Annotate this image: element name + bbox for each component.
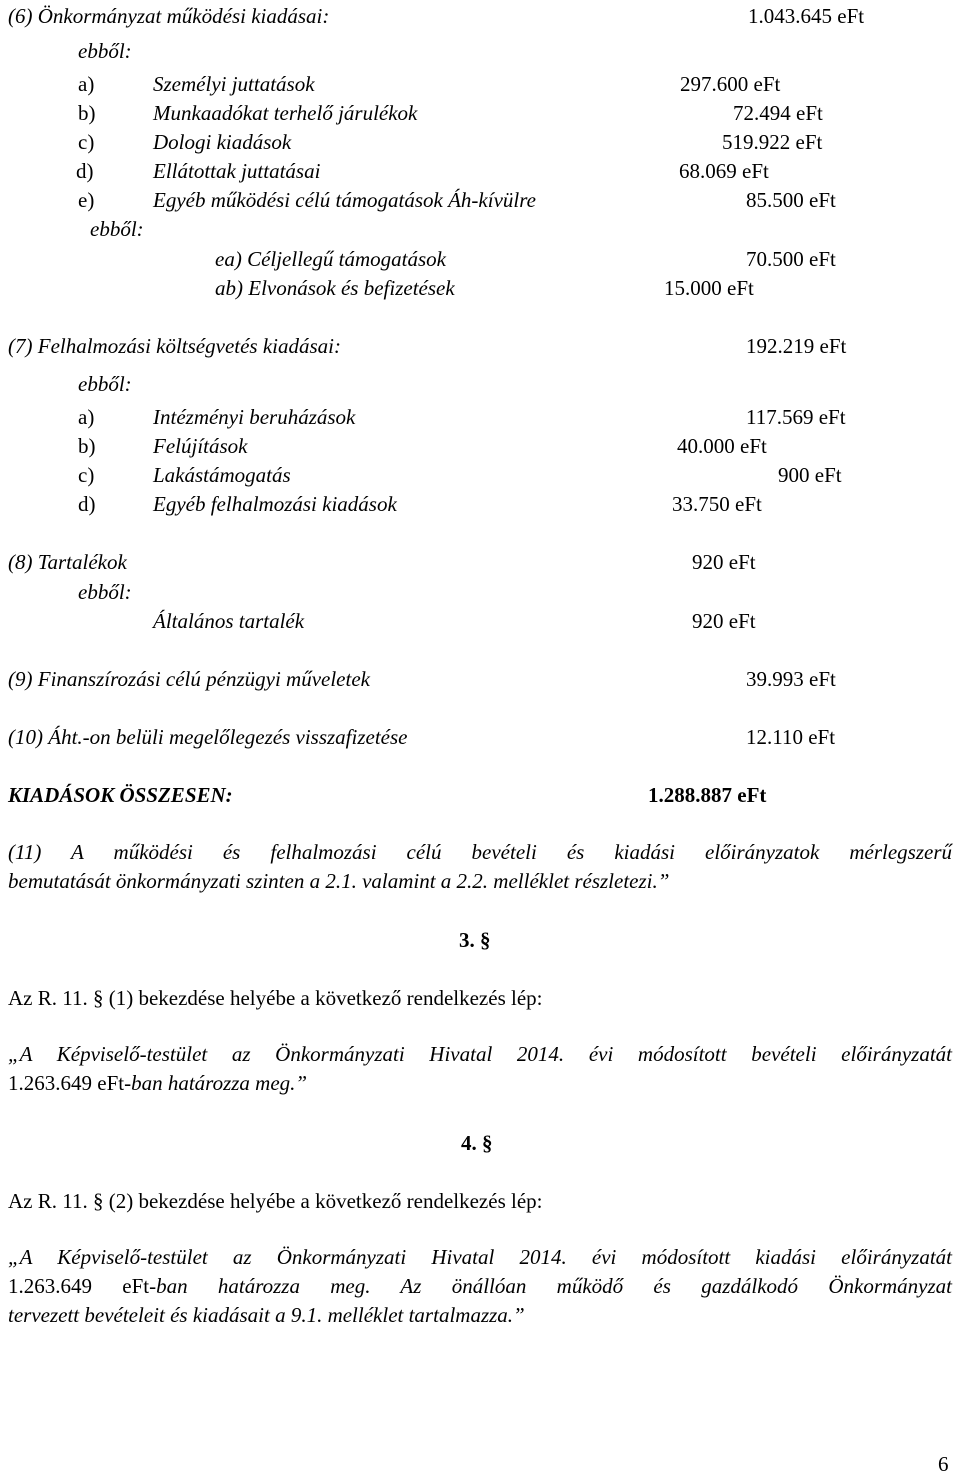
- s7-item-label: Egyéb felhalmozási kiadások: [153, 492, 397, 516]
- s6-item-amount: 85.500 eFt: [746, 188, 836, 212]
- s8-ebbol: ebből:: [78, 580, 132, 604]
- s11-paragraph: [8, 838, 952, 896]
- s7-item-letter: a): [78, 405, 95, 429]
- s7-item-amount: 33.750 eFt: [672, 492, 762, 516]
- section-3-intro: Az R. 11. § (1) bekezdése helyébe a következő rendelkezés lép:: [8, 986, 543, 1010]
- s11-line: bemutatását önkormányzati szinten a 2.1. valamint a 2.2. melléklet részletezi.”: [8, 869, 670, 893]
- s9-title: (9) Finanszírozási célú pénzügyi műveletek: [8, 667, 370, 691]
- s6-item-letter: d): [76, 159, 94, 183]
- section-4-heading: 4. §: [461, 1131, 493, 1155]
- s6-item-amount: 297.600 eFt: [680, 72, 781, 96]
- s10-title: (10) Áht.-on belüli megelőlegezés visszafizetése: [8, 725, 408, 749]
- section-3-quote-line: [8, 1069, 952, 1098]
- section-3-heading: 3. §: [459, 928, 491, 952]
- s6-item-letter: e): [78, 188, 95, 212]
- total-amount: 1.288.887 eFt: [648, 783, 767, 807]
- s7-item-label: Intézményi beruházások: [153, 405, 356, 429]
- s7-item-amount: 900 eFt: [778, 463, 842, 487]
- s7-item-letter: b): [78, 434, 96, 458]
- s9-amount: 39.993 eFt: [746, 667, 836, 691]
- s6-subitem-label: ea) Céljellegű támogatások: [215, 247, 446, 271]
- page-number: 6: [938, 1452, 949, 1476]
- s10-amount: 12.110 eFt: [746, 725, 836, 749]
- s6-item-amount: 68.069 eFt: [679, 159, 769, 183]
- s8-item-amount: 920 eFt: [692, 609, 756, 633]
- s7-amount: 192.219 eFt: [746, 334, 847, 358]
- s8-title: (8) Tartalékok: [8, 550, 127, 574]
- s7-item-label: Felújítások: [153, 434, 248, 458]
- s6-item-label: Személyi juttatások: [153, 72, 315, 96]
- s6-subitem-amount: 15.000 eFt: [664, 276, 754, 300]
- s6-item-amount: 72.494 eFt: [733, 101, 823, 125]
- section-4-amount: 1.263.649 eFt: [8, 1274, 150, 1298]
- s6-item-amount: 519.922 eFt: [722, 130, 823, 154]
- section-4-intro: Az R. 11. § (2) bekezdése helyébe a következő rendelkezés lép:: [8, 1189, 543, 1213]
- total-label: KIADÁSOK ÖSSZESEN:: [8, 783, 233, 807]
- section-3-quote: [8, 1040, 952, 1098]
- s6-item-label: Dologi kiadások: [153, 130, 292, 154]
- section-4-quote: [8, 1243, 952, 1330]
- section-4-quote-line: „A Képviselő-testület az Önkormányzati Hivatal 2014. évi módosított kiadási előirányzatát: [8, 1245, 952, 1269]
- s8-item-label: Általános tartalék: [153, 609, 305, 633]
- section-4-quote-rest: -ban határozza meg. Az önállóan működő és gazdálkodó Önkormányzat: [149, 1274, 952, 1298]
- s7-item-label: Lakástámogatás: [153, 463, 291, 487]
- s7-title: (7) Felhalmozási költségvetés kiadásai:: [8, 334, 342, 358]
- s11-line: (11) A működési és felhalmozási célú bevételi és kiadási előirányzatok mérlegszerű: [8, 840, 952, 864]
- s6-item-letter: a): [78, 72, 95, 96]
- section-4-quote-line: tervezett bevételeit és kiadásait a 9.1. melléklet tartalmazza.”: [8, 1303, 525, 1327]
- section-3-quote-rest: -ban határozza meg.”: [124, 1071, 308, 1095]
- s6-subitem-amount: 70.500 eFt: [746, 247, 836, 271]
- section-4-quote-line: [8, 1272, 952, 1301]
- s7-item-letter: d): [78, 492, 96, 516]
- s6-item-letter: c): [78, 130, 95, 154]
- s6-item-label: Munkaadókat terhelő járulékok: [153, 101, 418, 125]
- s6-ebbol: ebből:: [78, 39, 132, 63]
- s6-amount: 1.043.645 eFt: [748, 4, 865, 28]
- section-3-quote-line: „A Képviselő-testület az Önkormányzati Hivatal 2014. évi módosított bevételi előirányzatát: [8, 1042, 952, 1066]
- s7-item-amount: 40.000 eFt: [677, 434, 767, 458]
- s6-item-label: Ellátottak juttatásai: [153, 159, 321, 183]
- section-3-amount: 1.263.649 eFt: [8, 1071, 125, 1095]
- s6-item-letter: b): [78, 101, 96, 125]
- s7-item-letter: c): [78, 463, 95, 487]
- s6-subitem-label: ab) Elvonások és befizetések: [215, 276, 455, 300]
- s6-item-label: Egyéb működési célú támogatások Áh-kívülre: [153, 188, 536, 212]
- s6-ebbol-sub: ebből:: [90, 217, 144, 241]
- s7-ebbol: ebből:: [78, 372, 132, 396]
- s6-title: (6) Önkormányzat működési kiadásai:: [8, 4, 330, 28]
- s7-item-amount: 117.569 eFt: [746, 405, 846, 429]
- s8-amount: 920 eFt: [692, 550, 756, 574]
